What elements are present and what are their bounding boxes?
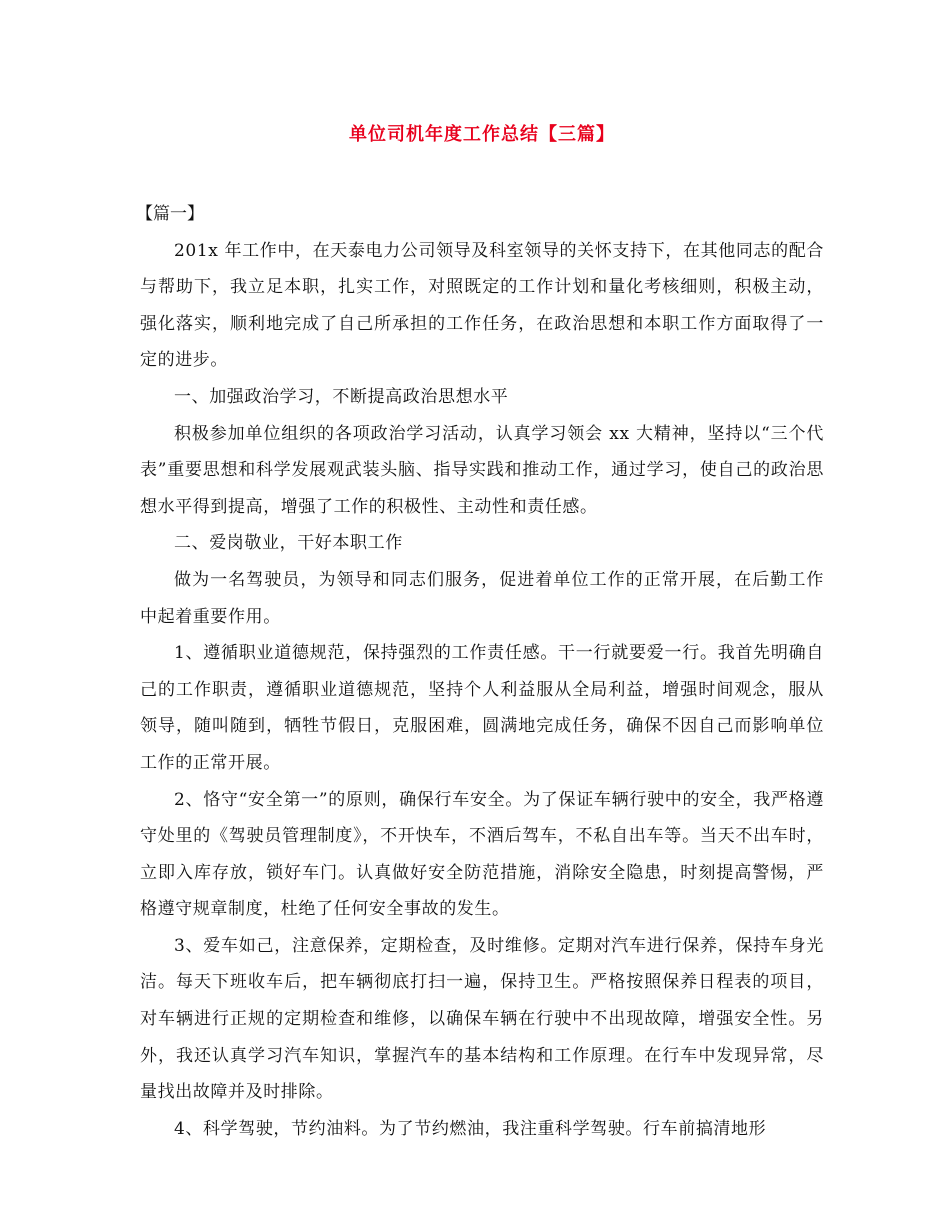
paragraph-intro: 201x 年工作中，在天泰电力公司领导及科室领导的关怀支持下，在其他同志的配合与帮助下，我立足本职，扎实工作，对照既定的工作计划和量化考核细则，积极主动，强化落实，顺利地完成了自己所承担的工作任务，在政治思想和本职工作方面取得了一定的进步。 xyxy=(140,240,824,371)
heading-dedication: 二、爱岗敬业，干好本职工作 xyxy=(174,533,403,554)
paragraph-item-1: 1、遵循职业道德规范，保持强烈的工作责任感。干一行就要爱一行。我首先明确自己的工作职责，遵循职业道德规范，坚持个人利益服从全局利益，增强时间观念，服从领导，随叫随到，牺牲节假日，克服困难，圆满地完成任务，确保不因自己而影响单位工作的正常开展。 xyxy=(140,643,824,773)
paragraph-item-3: 3、爱车如己，注意保养，定期检查，及时维修。定期对汽车进行保养，保持车身光洁。每天下班收车后，把车辆彻底打扫一遍，保持卫生。严格按照保养日程表的项目，对车辆进行正规的定期检查和维修，以确保车辆在行驶中不出现故障，增强安全性。另外，我还认真学习汽车知识，掌握汽车的基本结构和工作原理。在行车中发现异常，尽量找出故障并及时排除。 xyxy=(140,935,824,1103)
document-title: 单位司机年度工作总结【三篇】 xyxy=(349,124,615,145)
paragraph-item-2: 2、恪守“安全第一”的原则，确保行车安全。为了保证车辆行驶中的安全，我严格遵守处里的《驾驶员管理制度》，不开快车，不酒后驾车，不私自出车等。当天不出车时，立即入库存放，锁好车门。认真做好安全防范措施，消除安全隐患，时刻提高警惕，严格遵守规章制度，杜绝了任何安全事故的发生。 xyxy=(140,789,824,920)
paragraph-driver-role: 做为一名驾驶员，为领导和同志们服务，促进着单位工作的正常开展，在后勤工作中起着重要作用。 xyxy=(140,569,824,627)
paragraph-political-study: 积极参加单位组织的各项政治学习活动，认真学习领会 xx 大精神，坚持以“三个代表”重要思想和科学发展观武装头脑、指导实践和推动工作，通过学习，使自己的政治思想水平得到提高，增强了工作的积极性、主动性和责任感。 xyxy=(140,423,824,517)
paragraph-item-4: 4、科学驾驶，节约油料。为了节约燃油，我注重科学驾驶。行车前搞清地形 xyxy=(174,1118,767,1139)
heading-political-study: 一、加强政治学习，不断提高政治思想水平 xyxy=(174,386,509,407)
section-label: 【篇一】 xyxy=(136,204,204,224)
